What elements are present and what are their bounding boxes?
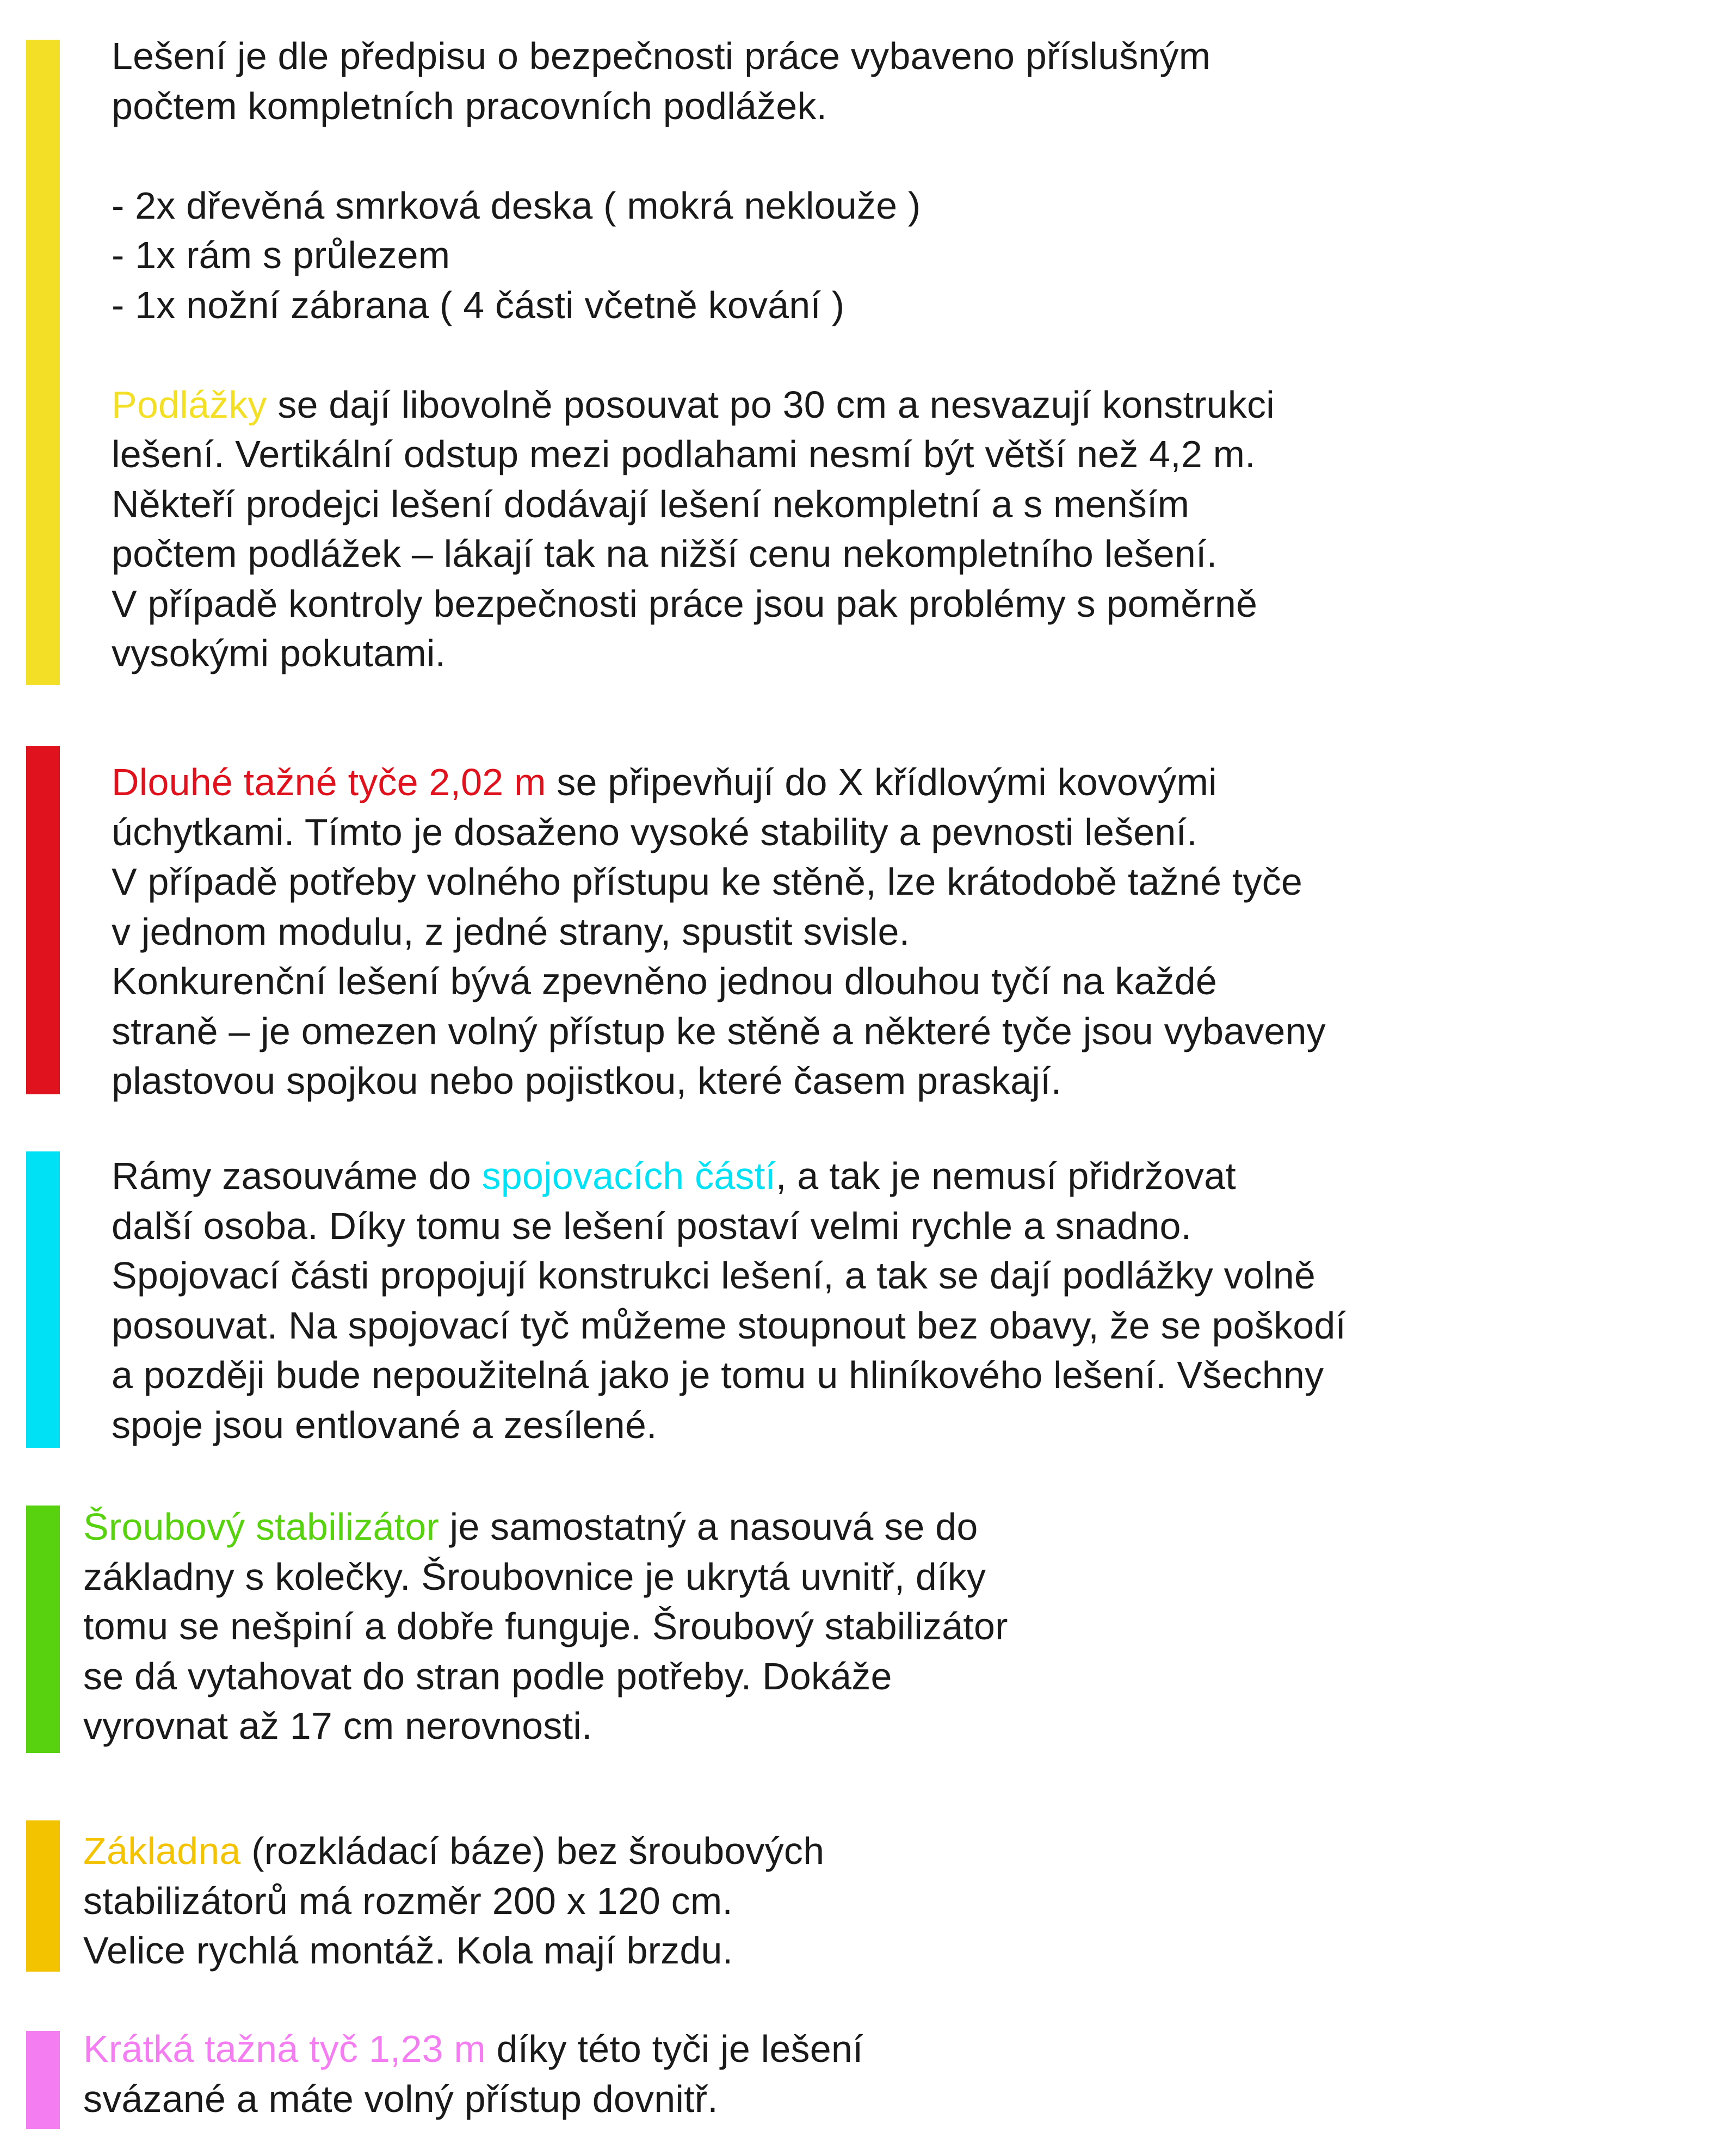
text-line: Konkurenční lešení bývá zpevněno jednou dlouhou tyčí na každé bbox=[112, 960, 1217, 1002]
section-stabilizator-text bbox=[83, 1502, 1008, 1751]
pink-bar bbox=[26, 2031, 60, 2129]
section-podlazky-text bbox=[112, 32, 1275, 679]
highlight-kratka-tyc: Krátká tažná tyč 1,23 m bbox=[83, 2028, 486, 2070]
highlight-stabilizator: Šroubový stabilizátor bbox=[83, 1506, 439, 1548]
text-line: počtem podlážek – lákají tak na nižší cenu nekompletního lešení. bbox=[112, 532, 1218, 575]
text-line: v jednom modulu, z jedné strany, spustit svisle. bbox=[112, 910, 910, 953]
text-line: Základna (rozkládací báze) bez šroubových bbox=[83, 1830, 825, 1872]
text-line: Velice rychlá montáž. Kola mají brzdu. bbox=[83, 1929, 733, 1972]
text-line: Krátká tažná tyč 1,23 m díky této tyči je lešení bbox=[83, 2028, 863, 2070]
text-line: posouvat. Na spojovací tyč můžeme stoupnout bez obavy, že se poškodí bbox=[112, 1304, 1347, 1347]
text-line: počtem kompletních pracovních podlážek. bbox=[112, 84, 827, 127]
highlight-tazne-tyce: Dlouhé tažné tyče 2,02 m bbox=[112, 761, 546, 803]
text-line: straně – je omezen volný přístup ke stěně a některé tyče jsou vybaveny bbox=[112, 1009, 1326, 1052]
text-line: plastovou spojkou nebo pojistkou, které časem praskají. bbox=[112, 1060, 1062, 1102]
text-line: V případě potřeby volného přístupu ke stěně, lze krátodobě tažné tyče bbox=[112, 860, 1303, 903]
list-item: - 1x nožní zábrana ( 4 části včetně kování ) bbox=[112, 283, 845, 326]
red-bar bbox=[26, 746, 60, 1094]
yellow-bar bbox=[26, 40, 60, 685]
text-line: svázané a máte volný přístup dovnitř. bbox=[83, 2077, 718, 2120]
text-line: Podlážky se dají libovolně posouvat po 30 cm a nesvazují konstrukci bbox=[112, 383, 1275, 426]
cyan-bar bbox=[26, 1151, 60, 1448]
text-line: V případě kontroly bezpečnosti práce jsou pak problémy s poměrně bbox=[112, 582, 1258, 625]
text-line: Někteří prodejci lešení dodávají lešení nekompletní a s menším bbox=[112, 482, 1190, 525]
text-line: úchytkami. Tímto je dosaženo vysoké stability a pevnosti lešení. bbox=[112, 810, 1197, 853]
text-line: základny s kolečky. Šroubovnice je ukrytá uvnitř, díky bbox=[83, 1555, 986, 1598]
list-item: - 1x rám s průlezem bbox=[112, 234, 450, 276]
text-line: vysokými pokutami. bbox=[112, 632, 446, 674]
text-line: stabilizátorů má rozměr 200 x 120 cm. bbox=[83, 1879, 733, 1922]
highlight-spojovaci-casti: spojovacích částí bbox=[481, 1155, 776, 1197]
section-kratka-tyc-text bbox=[83, 2024, 863, 2124]
highlight-zakladna: Základna bbox=[83, 1830, 241, 1872]
text-line: Lešení je dle předpisu o bezpečnosti práce vybaveno příslušným bbox=[112, 35, 1211, 77]
text-line: lešení. Vertikální odstup mezi podlahami nesmí být větší než 4,2 m. bbox=[112, 433, 1256, 475]
text-line: Dlouhé tažné tyče 2,02 m se připevňují do X křídlovými kovovými bbox=[112, 761, 1217, 803]
section-spojovaci-casti-text bbox=[112, 1151, 1346, 1450]
highlight-podlazky: Podlážky bbox=[112, 383, 267, 426]
text-line: a později bude nepoužitelná jako je tomu u hliníkového lešení. Všechny bbox=[112, 1354, 1324, 1396]
section-tazne-tyce-text bbox=[112, 758, 1326, 1106]
text-line: se dá vytahovat do stran podle potřeby. Dokáže bbox=[83, 1655, 892, 1697]
text-line: vyrovnat až 17 cm nerovnosti. bbox=[83, 1705, 592, 1747]
text-line: Šroubový stabilizátor je samostatný a nasouvá se do bbox=[83, 1506, 978, 1548]
text-line: spoje jsou entlované a zesílené. bbox=[112, 1403, 657, 1446]
list-item: - 2x dřevěná smrková deska ( mokrá neklouže ) bbox=[112, 184, 921, 227]
text-line: další osoba. Díky tomu se lešení postaví velmi rychle a snadno. bbox=[112, 1204, 1192, 1247]
orange-bar bbox=[26, 1820, 60, 1972]
text-line: Rámy zasouváme do spojovacích částí, a tak je nemusí přidržovat bbox=[112, 1155, 1236, 1197]
text-line: Spojovací části propojují konstrukci lešení, a tak se dají podlážky volně bbox=[112, 1254, 1316, 1297]
section-zakladna-text bbox=[83, 1826, 824, 1976]
green-bar bbox=[26, 1506, 60, 1753]
text-line: tomu se nešpiní a dobře funguje. Šroubový stabilizátor bbox=[83, 1605, 1008, 1647]
